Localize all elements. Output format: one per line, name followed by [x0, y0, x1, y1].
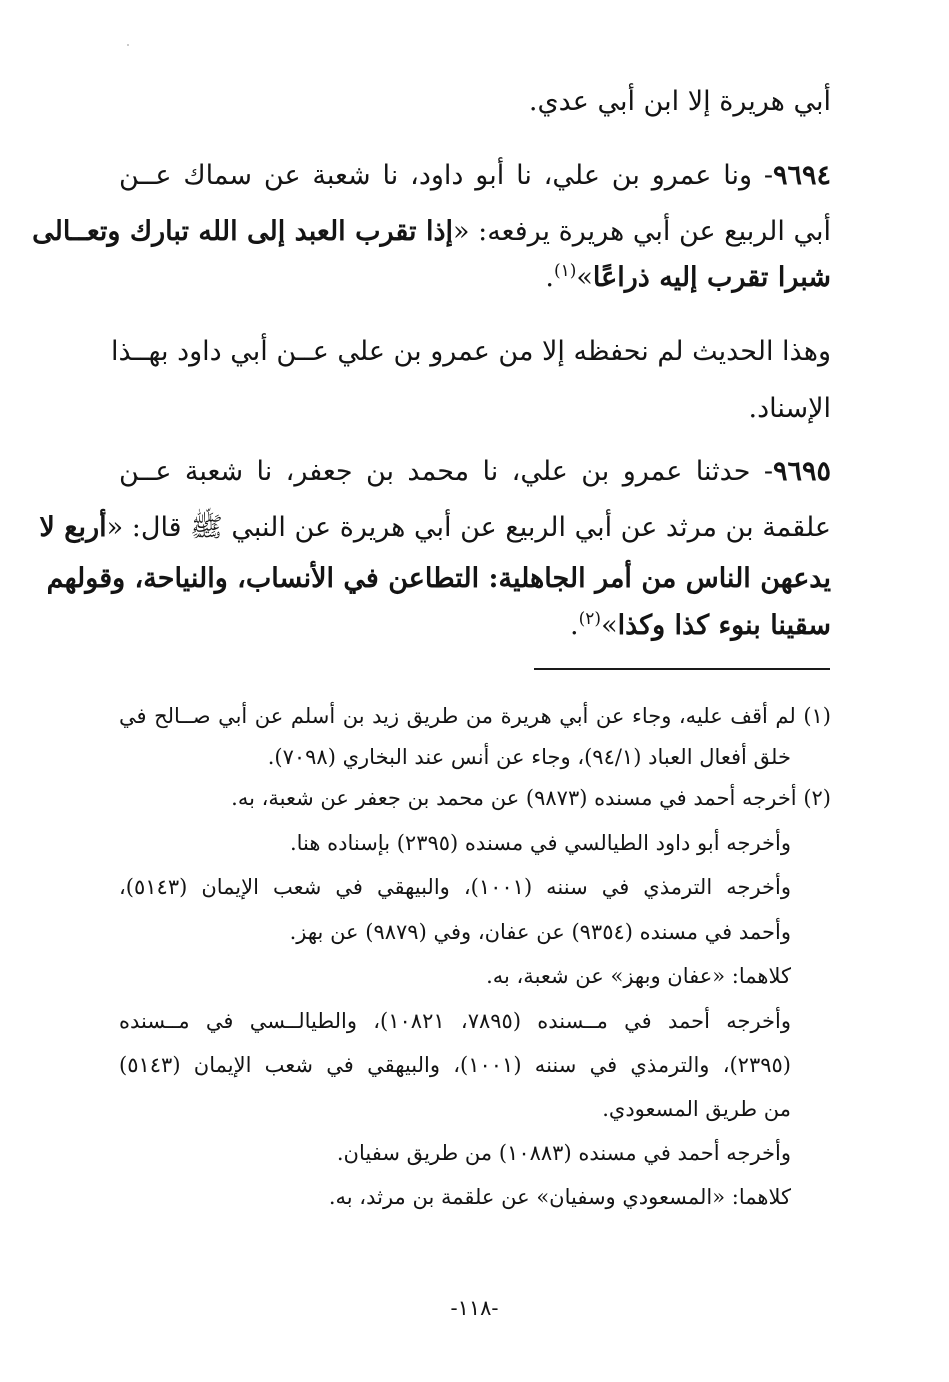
- hadith-number: ٩٦٩٥: [772, 456, 831, 487]
- footnote-2-line-10: كلاهما: «المسعودي وسفيان» عن علقمة بن مرثد، به.: [328, 1185, 791, 1209]
- footnote-2-line-2: وأخرجه أبو داود الطيالسي في مسنده (٢٣٩٥) بإسناده هنا.: [289, 831, 791, 855]
- footnote-2-line-9: وأخرجه أحمد في مسنده (١٠٨٨٣) من طريق سفيان.: [336, 1141, 791, 1165]
- footnote-2-line-6: وأخرجه أحمد في مــسنده (٧٨٩٥، ١٠٨٢١)، والطيالــسي في مــسنده: [119, 1009, 792, 1033]
- hadith-9695-line-1: ٩٦٩٥- حدثنا عمرو بن علي، نا محمد بن جعفر، نا شعبة عــن: [119, 456, 831, 487]
- page-number: -١١٨-: [450, 1296, 499, 1320]
- footnote-1-line-2: خلق أفعال العباد (٩٤/١)، وجاء عن أنس عند البخاري (٧٠٩٨).: [267, 745, 791, 769]
- footnote-ref: (١): [553, 261, 577, 281]
- comment-line-1: وهذا الحديث لم نحفظه إلا من عمرو بن علي عــن أبي داود بهــذا: [111, 336, 831, 367]
- footnote-2-line-7: (٢٣٩٥)، والترمذي في سننه (١٠٠١)، والبيهقي في شعب الإيمان (٥١٤٣): [119, 1053, 791, 1077]
- scan-speck: [127, 44, 129, 46]
- hadith-9695-line-4: سقينا بنوء كذا وكذا»$^{(٢)}$.: [570, 609, 831, 641]
- footnote-1-line-1: (١) لم أقف عليه، وجاء عن أبي هريرة من طريق زيد بن أسلم عن أبي صــالح في: [119, 704, 831, 728]
- footnote-ref: (٢): [578, 609, 602, 629]
- continuation-line: أبي هريرة إلا ابن أبي عدي.: [528, 86, 831, 117]
- hadith-number: ٩٦٩٤: [772, 160, 831, 191]
- hadith-9694-line-1: ٩٦٩٤- ونا عمرو بن علي، نا أبو داود، نا شعبة عن سماك عــن: [119, 160, 831, 191]
- comment-line-2: الإسناد.: [748, 393, 831, 424]
- hadith-9695-line-2: علقمة بن مرثد عن أبي الربيع عن أبي هريرة عن النبي ﷺ قال: «أربع لا: [39, 512, 831, 543]
- footnote-separator: [534, 668, 830, 670]
- footnote-2-line-5: كلاهما: «عفان وبهز» عن شعبة، به.: [486, 964, 791, 988]
- hadith-9694-line-3: شبرا تقرب إليه ذراعًا»$^{(١)}$.: [545, 261, 831, 293]
- hadith-9695-line-3: يدعهن الناس من أمر الجاهلية: التطاعن في الأنساب، والنياحة، وقولهم: [46, 563, 831, 594]
- hadith-9694-line-2: أبي الربيع عن أبي هريرة يرفعه: «إذا تقرب العبد إلى الله تبارك وتعــالى: [32, 216, 831, 247]
- footnote-2-line-8: من طريق المسعودي.: [602, 1097, 791, 1121]
- footnote-2-line-3: وأخرجه الترمذي في سننه (١٠٠١)، والبيهقي في شعب الإيمان (٥١٤٣)،: [119, 875, 791, 899]
- footnote-2-line-4: وأحمد في مسنده (٩٣٥٤) عن عفان، وفي (٩٨٧٩) عن بهز.: [289, 920, 791, 944]
- footnote-2-line-1: (٢) أخرجه أحمد في مسنده (٩٨٧٣) عن محمد بن جعفر عن شعبة، به.: [231, 786, 831, 810]
